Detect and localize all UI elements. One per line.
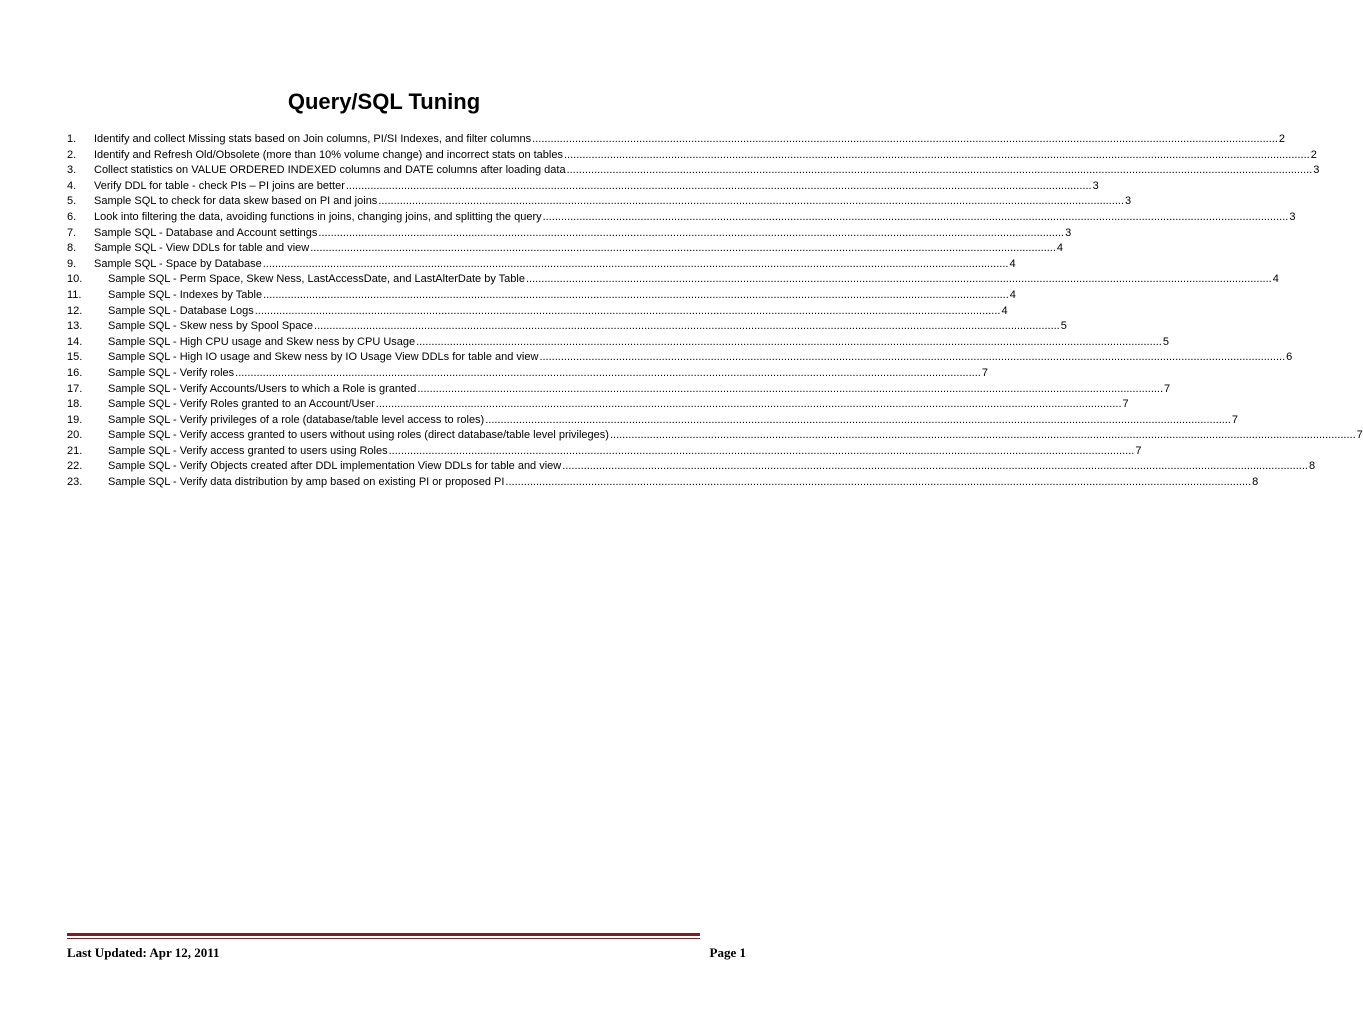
toc-entry-title: Sample SQL - High CPU usage and Skew ness by CPU Usage [108,335,416,348]
toc-dot-leader [485,413,1231,429]
toc-dot-leader [235,366,981,382]
toc-entry [67,350,1293,366]
toc-entry-title: Sample SQL - View DDLs for table and view [94,242,310,255]
toc-dot-leader [376,397,1122,413]
toc-entry-number: 8. [67,242,77,255]
toc-dot-leader [255,304,1001,320]
toc-entry-title: Sample SQL - Verify Roles granted to an Account/User [108,398,375,411]
toc-entry-title: Sample SQL - Verify access granted to users without using roles (direct database/table level privileges) [108,429,609,442]
table-of-contents [67,132,1363,491]
toc-entry-page: 7 [1164,382,1171,395]
toc-entry [67,257,1016,273]
toc-dot-leader [564,148,1310,164]
toc-entry-page: 7 [981,366,988,379]
toc-entry [67,241,1064,257]
toc-dot-leader [318,226,1064,242]
toc-dot-leader [567,163,1313,179]
toc-dot-leader [416,335,1162,351]
toc-entry [67,459,1316,475]
toc-entry [67,397,1129,413]
toc-entry-page: 2 [1310,148,1317,161]
toc-entry [67,210,1296,226]
toc-entry-number: 12. [67,304,83,317]
toc-entry-page: 7 [1231,413,1239,426]
toc-entry-page: 4 [1001,304,1008,317]
toc-entry-page: 7 [1356,429,1363,442]
toc-entry-title: Identify and collect Missing stats based on Join columns, PI/SI Indexes, and filter columns [94,133,532,145]
toc-dot-leader [263,288,1009,304]
toc-entry-title: Sample SQL to check for data skew based on PI and joins [94,195,378,208]
footer-last-updated: Last Updated: Apr 12, 2011 [67,945,220,960]
footer-divider-thin [67,938,700,939]
toc-entry-number: 14. [67,335,83,348]
toc-entry [67,444,1142,460]
toc-entry-page: 5 [1060,320,1067,333]
toc-dot-leader [532,132,1278,148]
toc-entry-number: 9. [67,257,77,270]
toc-dot-leader [346,179,1092,195]
toc-entry-title: Sample SQL - Verify data distribution by amp based on existing PI or proposed PI [108,476,505,489]
toc-entry-page: 7 [1135,444,1142,457]
toc-entry-title: Sample SQL - Perm Space, Skew Ness, LastAccessDate, and LastAlterDate by Table [108,273,525,286]
toc-entry [67,382,1171,398]
toc-entry-page: 3 [1125,195,1132,208]
toc-entry-page: 3 [1092,179,1099,192]
toc-dot-leader [417,382,1163,398]
toc-entry-page: 6 [1286,351,1293,364]
toc-entry-number: 20. [67,429,83,442]
toc-entry [67,475,1259,491]
toc-entry-title: Verify DDL for table - check PIs – PI joins are better [94,179,345,192]
toc-entry [67,194,1132,210]
toc-entry [67,132,1285,148]
toc-entry-title: Sample SQL - Verify roles [108,366,235,379]
toc-entry-page: 8 [1308,460,1316,473]
toc-entry-number: 5. [67,195,77,208]
toc-entry-number: 17. [67,382,83,395]
toc-entry [67,319,1067,335]
toc-entry-number: 3. [67,164,77,177]
toc-entry [67,366,988,382]
toc-entry [67,304,1008,320]
toc-entry-number: 15. [67,351,83,364]
toc-entry [67,148,1317,164]
toc-entry-number: 13. [67,320,83,333]
toc-dot-leader [539,350,1285,366]
toc-dot-leader [314,319,1060,335]
toc-entry [67,163,1320,179]
toc-entry [67,226,1072,242]
toc-dot-leader [562,459,1308,475]
toc-entry-page: 3 [1313,164,1320,177]
toc-dot-leader [543,210,1289,226]
toc-dot-leader [526,272,1272,288]
toc-entry-page: 3 [1065,226,1072,239]
toc-entry-number: 19. [67,413,83,426]
toc-entry-number: 1. [67,133,77,145]
toc-entry-title: Sample SQL - Verify privileges of a role (database/table level access to roles) [108,413,485,426]
toc-entry-number: 22. [67,460,83,473]
toc-entry-title: Look into filtering the data, avoiding functions in joins, changing joins, and splitting the query [94,210,542,223]
toc-entry-title: Identify and Refresh Old/Obsolete (more than 10% volume change) and incorrect stats on tables [94,148,563,161]
toc-entry-number: 2. [67,148,77,161]
toc-entry-number: 23. [67,476,83,489]
footer-page-number: Page 1 [709,945,746,960]
toc-entry-title: Collect statistics on VALUE ORDERED INDEXED columns and DATE columns after loading data [94,164,566,177]
toc-dot-leader [505,475,1251,491]
toc-entry-number: 16. [67,366,83,379]
toc-entry-number: 21. [67,444,83,457]
toc-dot-leader [310,241,1056,257]
toc-entry-title: Sample SQL - High IO usage and Skew ness by IO Usage View DDLs for table and view [108,351,539,364]
toc-entry-page: 2 [1278,133,1285,145]
toc-entry-number: 18. [67,398,83,411]
toc-entry-title: Sample SQL - Space by Database [94,257,262,270]
toc-entry-title: Sample SQL - Verify Objects created after DDL implementation View DDLs for table and view [108,460,562,473]
toc-entry-number: 11. [67,288,82,301]
toc-dot-leader [378,194,1124,210]
toc-entry-title: Sample SQL - Indexes by Table [108,288,263,301]
toc-entry [67,272,1279,288]
toc-entry [67,288,1016,304]
page-title: Query/SQL Tuning [287,88,481,114]
footer-divider [67,933,700,936]
toc-entry-page: 7 [1122,398,1129,411]
toc-entry [67,413,1239,429]
toc-entry-title: Sample SQL - Database and Account settings [94,226,318,239]
toc-entry-page: 4 [1272,273,1279,286]
toc-entry [67,335,1169,351]
toc-entry-title: Sample SQL - Verify Accounts/Users to which a Role is granted [108,382,417,395]
toc-entry [67,179,1099,195]
toc-entry-page: 4 [1056,242,1064,255]
toc-entry-title: Sample SQL - Database Logs [108,304,254,317]
toc-entry-number: 10. [67,273,83,286]
toc-entry-title: Sample SQL - Verify access granted to users using Roles [108,444,388,457]
toc-entry-page: 4 [1009,257,1016,270]
toc-dot-leader [610,428,1356,444]
toc-entry-number: 6. [67,210,77,223]
toc-entry-page: 4 [1009,288,1016,301]
toc-entry-page: 5 [1162,335,1169,348]
toc-entry [67,428,1363,444]
toc-entry-title: Sample SQL - Skew ness by Spool Space [108,320,314,333]
toc-dot-leader [389,444,1135,460]
toc-entry-page: 3 [1289,210,1296,223]
toc-dot-leader [263,257,1009,273]
toc-entry-number: 4. [67,179,77,192]
toc-entry-number: 7. [67,226,77,239]
toc-entry-page: 8 [1252,476,1259,489]
